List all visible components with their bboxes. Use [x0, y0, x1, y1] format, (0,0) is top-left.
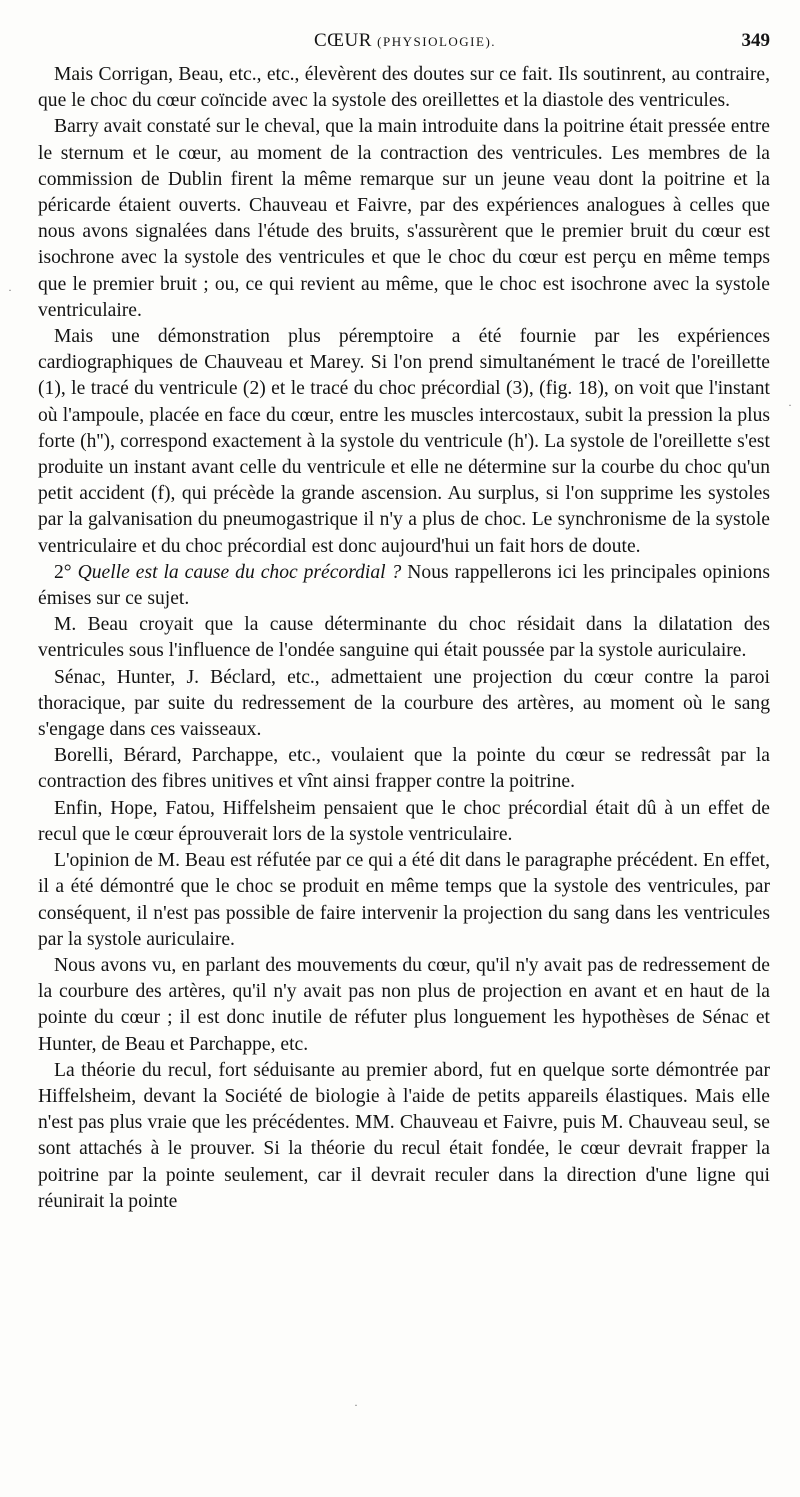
paragraph-question	[38, 560, 770, 612]
running-title-sub: (PHYSIOLOGIE).	[377, 34, 497, 49]
paragraph-10: Nous avons vu, en parlant des mouvements du cœur, qu'il n'y avait pas de redressement de la courbure des artères, qu'il n'y avait pas non plus de projection en avant et en haut de la pointe du cœur ; il est donc inutile de réfuter plus longuement les hypothèses de Sénac et Hunter, de Beau et Parchappe, etc.	[38, 954, 770, 1055]
paragraph-11: La théorie du recul, fort séduisante au premier abord, fut en quelque sorte démontrée par Hiffelsheim, devant la Société de biologie à l'aide de petits appareils élastiques. Mais elle n'est pas plus vraie que les précédentes. MM. Chauveau et Faivre, puis M. Chauveau seul, se sont attachés à le prouver. Si la théorie du recul était fondée, le cœur devrait frapper la poitrine par la pointe seulement, car il devrait reculer dans la direction d'une ligne qui réunirait la pointe	[38, 1059, 770, 1212]
page-number: 349	[741, 30, 770, 51]
body-text	[38, 62, 770, 1215]
question-number: 2°	[54, 561, 72, 583]
paragraph-7: Borelli, Bérard, Parchappe, etc., voulaient que la pointe du cœur se redressât par la contraction des fibres unitives et vînt ainsi frapper contre la poitrine.	[38, 745, 770, 793]
running-title-main: CŒUR	[313, 30, 372, 51]
paragraph-6: Sénac, Hunter, J. Béclard, etc., admettaient une projection du cœur contre la paroi thoracique, par suite du redressement de la courbure des artères, au moment où le sang s'engage dans ces vaisseaux.	[38, 666, 770, 741]
question-text: Quelle est la cause du choc précordial ?	[77, 561, 402, 583]
paragraph-2: Barry avait constaté sur le cheval, que la main introduite dans la poitrine était pressée entre le sternum et le cœur, au moment de la contraction des ventricules. Les membres de la commission de Dublin firent la même remarque sur un jeune veau dont la poitrine et la péricarde étaient ouverts. Chauveau et Faivre, par des expériences analogues à celles que nous avons signalées dans l'étude des bruits, s'assurèrent que le premier bruit du cœur est isochrone avec la systole des ventricules et que le choc du cœur est perçu en même temps que le premier bruit ; ou, ce qui revient au même, que le choc est isochrone avec la systole ventriculaire.	[38, 116, 770, 321]
running-header	[40, 30, 770, 60]
stray-dot: ·	[354, 1398, 358, 1412]
margin-dot: ·	[8, 283, 12, 297]
margin-dot: ·	[788, 398, 792, 412]
paragraph-5: M. Beau croyait que la cause déterminante du choc résidait dans la dilatation des ventricules sous l'influence de l'ondée sanguine qui était poussée par la systole auriculaire.	[38, 614, 770, 662]
paragraph-8: Enfin, Hope, Fatou, Hiffelsheim pensaient que le choc précordial était dû à un effet de recul que le cœur éprouverait lors de la systole ventriculaire.	[38, 797, 770, 845]
paragraph-3: Mais une démonstration plus péremptoire a été fournie par les expériences cardiographiques de Chauveau et Marey. Si l'on prend simultanément le tracé de l'oreillette (1), le tracé du ventricule (2) et le tracé du choc précordial (3), (fig. 18), on voit que l'instant où l'ampoule, placée en face du cœur, entre les muscles intercostaux, subit la pression la plus forte (h''), correspond exactement à la systole du ventricule (h'). La systole de l'oreillette s'est produite un instant avant celle du ventricule et elle ne détermine sur la courbe du choc qu'un petit accident (f), qui précède la grande ascension. Au surplus, si l'on supprime les systoles par la galvanisation du pneumogastrique il n'y a plus de choc. Le synchronisme de la systole ventriculaire et du choc précordial est donc aujourd'hui un fait hors de doute.	[38, 326, 770, 557]
paragraph-1: Mais Corrigan, Beau, etc., etc., élevèrent des doutes sur ce fait. Ils soutinrent, au contraire, que le choc du cœur coïncide avec la systole des oreillettes et la diastole des ventricules.	[38, 64, 770, 112]
running-title	[40, 30, 770, 52]
paragraph-9: L'opinion de M. Beau est réfutée par ce qui a été dit dans le paragraphe précédent. En effet, il a été démontré que le choc se produit en même temps que la systole des ventricules, par conséquent, il n'est pas possible de faire intervenir la projection du sang dans les ventricules par la systole auriculaire.	[38, 850, 770, 950]
question-after: Nous rappellerons ici les principales opinions émises sur ce sujet.	[38, 561, 770, 610]
